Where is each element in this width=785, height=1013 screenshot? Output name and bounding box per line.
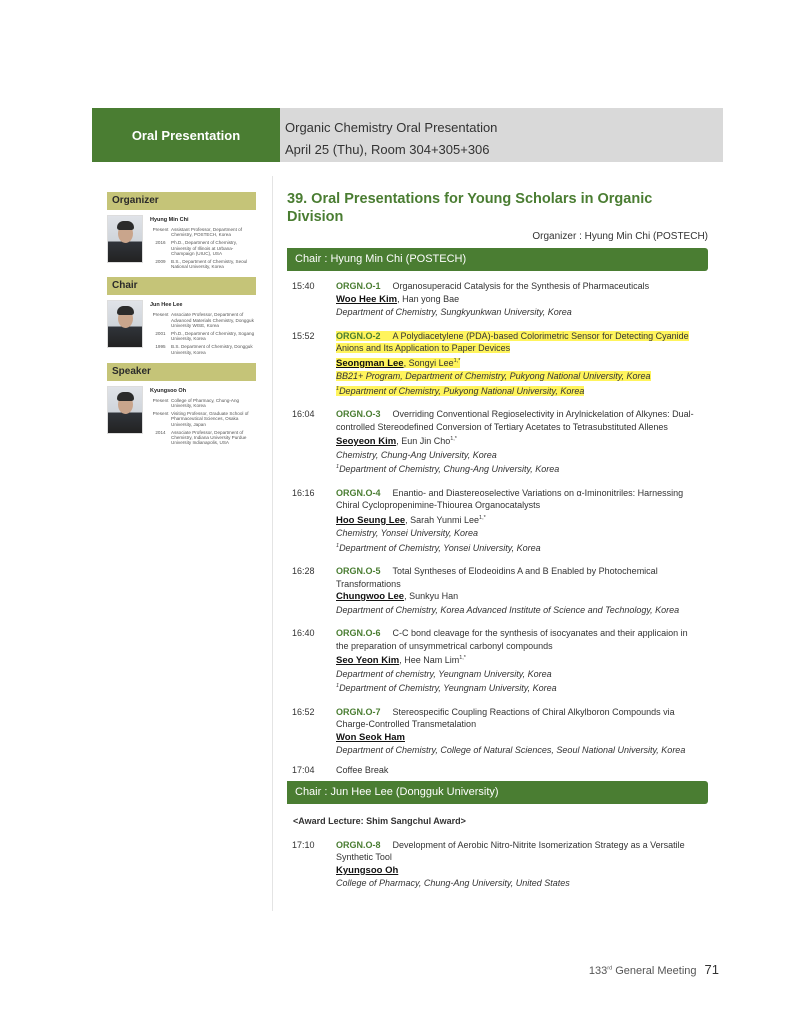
talk-title: Overriding Conventional Regioselectivity in Arylnickelation of Alkynes: Dual-controlled Stereodefined Conversion of Tertiary Acetates to Tetrasubstituted Allenes	[336, 409, 694, 432]
talk-code: ORGN.O-4	[336, 487, 381, 498]
session-title: 39. Oral Presentations for Young Scholars in Organic Division	[287, 191, 653, 225]
talk-presenter: Woo Hee Kim	[336, 293, 398, 305]
talk-coauthors: , Songyi Lee	[403, 357, 454, 368]
talk-presenter: Seoyeon Kim	[336, 436, 397, 447]
talk-affiliation-2: Department of Chemistry, Pukyong National University, Korea	[339, 385, 585, 396]
talk-presenter: Hoo Seung Lee	[336, 514, 406, 526]
organizer-card	[107, 210, 256, 277]
page-number: 71	[704, 962, 719, 977]
award-lecture-label: <Award Lecture: Shim Sangchul Award>	[293, 815, 466, 826]
talk-presenter: Won Seok Ham	[336, 731, 405, 743]
talk-coauthors: , Sunkyu Han	[404, 591, 459, 601]
cv-line: Present Assistant Professor, Department of Chemistry, POSTECH, Korea	[152, 227, 242, 238]
page-footer	[589, 962, 719, 977]
talk-presenter: Chungwoo Lee	[336, 591, 405, 602]
cv-line: 2016 Ph.D., Department of Chemistry, University of Illinois at Urbana-Champaign (UIUC), USA	[155, 240, 238, 256]
speaker-heading: Speaker	[107, 363, 256, 381]
coffee-break-row	[287, 765, 708, 775]
cv-line: Present College of Pharmacy, Chung-Ang University, Korea	[152, 397, 240, 409]
organizer-heading: Organizer	[107, 192, 256, 210]
talk-time: 16:04	[292, 409, 315, 419]
chair-bar-1: Chair : Hyung Min Chi (POSTECH)	[287, 248, 708, 271]
talk-code: ORGN.O-8	[336, 839, 381, 850]
cv-line: 2001 Ph.D., Department of Chemistry, Sogang University, Korea	[155, 331, 255, 342]
talk-affiliation: Chemistry, Chung-Ang University, Korea	[336, 449, 497, 460]
talk-code: ORGN.O-2	[336, 330, 381, 341]
talk-coauthors: , Hee Nam Lim	[399, 655, 460, 665]
meeting-ordinal: rd	[607, 965, 613, 972]
talk-item: 16:04 ORGN.O-3 Overriding Conventional Regioselectivity in Arylnickelation of Alkynes: Dual-controlled Stereodefined Conversion of Tertiary Acetates to Tetrasubstituted Allenes Seoyeon Kim, Eun Jin Cho$^{1,*}$ Chemistry, Chung-Ang University, Korea $^1$Department of Chemistry, Chung-Ang University, Korea	[287, 408, 708, 476]
header-title: Organic Chemistry Oral Presentation	[285, 120, 498, 135]
talk-time: 16:16	[292, 487, 315, 498]
talk-item: 16:16 ORGN.O-4 Enantio- and Diastereoselective Variations on α-Iminonitriles: Harnessing Chiral Cyclopropenimine-Thiourea Organocatalysts Hoo Seung Lee, Sarah Yunmi Lee$^{1,*}$ Chemistry, Yonsei University, Korea $^1$Department of Chemistry, Yonsei University, Korea	[287, 487, 708, 555]
talk-affiliation: College of Pharmacy, Chung-Ang University, United States	[336, 878, 570, 888]
header-date-room: April 25 (Thu), Room 304+305+306	[285, 142, 490, 157]
cv-line: 2009 B.S., Department of Chemistry, Seoul National University, Korea	[155, 259, 248, 270]
talk-time: 17:10	[292, 839, 315, 850]
talk-coauthors: , Eun Jin Cho	[396, 436, 451, 446]
talk-time: 16:28	[292, 566, 315, 576]
chair-bar-2: Chair : Jun Hee Lee (Dongguk University)	[287, 781, 708, 804]
cv-line: Present Associate Professor, Department of Advanced Materials Chemistry, Dongguk University WISE, Korea	[152, 312, 254, 328]
talk-code: ORGN.O-7	[336, 706, 381, 717]
session-organizer: Organizer : Hyung Min Chi (POSTECH)	[532, 231, 708, 242]
organizer-name: Hyung Min Chi	[150, 217, 189, 223]
coffee-time: 17:04	[292, 764, 315, 775]
talk-affiliation: BB21+ Program, Department of Chemistry, Pukyong National University, Korea	[336, 371, 651, 381]
talk-coauthors: , Sarah Yunmi Lee	[405, 514, 480, 525]
talk-time: 15:52	[292, 330, 315, 341]
talk-title: C-C bond cleavage for the synthesis of isocyanates and their applicaion in the preparation of unsymmetrical carbonyl compounds	[336, 628, 688, 651]
people-column	[107, 192, 256, 453]
talk-item: 15:52 ORGN.O-2 A Polydiacetylene (PDA)-based Colorimetric Sensor for Detecting Cyanide Anions and Its Application to Paper Devices Seongman Lee, Songyi Lee$^{1,*}$ BB21+ Program, Department of Chemistry, Pukyong National University, Korea $^1$Department of Chemistry, Pukyong National University, Korea	[287, 330, 708, 398]
talk-presenter: Seo Yeon Kim	[336, 655, 400, 666]
talk-title: Organosuperacid Catalysis for the Synthesis of Pharmaceuticals	[392, 281, 650, 291]
talk-presenter: Kyungsoo Oh	[336, 864, 399, 876]
talk-affiliation: Department of Chemistry, College of Natural Sciences, Seoul National University, Korea	[336, 745, 686, 755]
coffee-label: Coffee Break	[336, 764, 389, 775]
talk-item	[287, 280, 708, 319]
header-info	[280, 108, 723, 162]
column-divider	[272, 176, 273, 911]
talk-affiliation: Department of Chemistry, Korea Advanced Institute of Science and Technology, Korea	[336, 604, 680, 615]
talk-code: ORGN.O-6	[336, 628, 381, 638]
talk-time: 15:40	[292, 281, 315, 291]
talk-time: 16:52	[292, 706, 315, 717]
talk-affiliation-2: Department of Chemistry, Yonsei University, Korea	[339, 542, 541, 553]
speaker-photo	[107, 386, 143, 434]
talk-title: A Polydiacetylene (PDA)-based Colorimetric Sensor for Detecting Cyanide Anions and Its Application to Paper Devices	[336, 330, 689, 353]
meeting-number: 133	[588, 965, 608, 977]
page-header	[92, 108, 723, 162]
talk-title: Development of Aerobic Nitro-Nitrite Isomerization Strategy as a Versatile Synthetic Tool	[336, 839, 685, 862]
talk-title: Enantio- and Diastereoselective Variations on α-Iminonitriles: Harnessing Chiral Cyclopropenimine-Thiourea Organocatalysts	[336, 487, 684, 510]
talk-title: Stereospecific Coupling Reactions of Chiral Alkylboron Compounds via Charge-Controlled Transmetalation	[336, 706, 675, 729]
talk-code: ORGN.O-3	[336, 409, 381, 419]
talk-title: Total Syntheses of Elodeoidins A and B Enabled by Photochemical Transformations	[336, 566, 658, 589]
talk-coauthors: , Han yong Bae	[397, 293, 460, 304]
talk-item	[287, 839, 708, 890]
cv-line: 2014 Associate Professor, Department of Chemistry, Indiana University Purdue University Indianapolis, USA	[155, 429, 247, 446]
speaker-card	[107, 381, 256, 454]
chair-heading: Chair	[107, 277, 256, 295]
talk-affiliation: Chemistry, Yonsei University, Korea	[336, 528, 479, 538]
cv-line: Present Visiting Professor, Graduate School of Pharmaceutical Sciences, Osaka University, Japan	[152, 411, 249, 427]
talk-item	[287, 706, 708, 757]
talk-affiliation: Department of Chemistry, Sungkyunkwan University, Korea	[336, 307, 572, 317]
talk-affiliation-2: Department of Chemistry, Chung-Ang University, Korea	[339, 464, 560, 474]
talk-code: ORGN.O-5	[336, 566, 381, 576]
organizer-photo	[107, 215, 143, 263]
talk-item	[287, 565, 708, 616]
talk-affiliation-2: Department of Chemistry, Yeungnam University, Korea	[339, 683, 557, 693]
talk-time: 16:40	[292, 628, 315, 638]
meeting-label: General Meeting	[612, 965, 697, 977]
program-column	[287, 190, 708, 901]
chair-card	[107, 295, 256, 362]
cv-line: 1995 B.S. Department of Chemistry, Dongguk University, Korea	[155, 344, 253, 355]
chair-photo	[107, 300, 143, 348]
talk-code: ORGN.O-1	[336, 281, 381, 291]
header-tag: Oral Presentation	[92, 108, 280, 162]
talk-presenter: Seongman Lee	[336, 357, 404, 369]
speaker-name: Kyungsoo Oh	[150, 387, 187, 394]
chair-name: Jun Hee Lee	[150, 302, 183, 309]
talk-affiliation: Department of chemistry, Yeungnam University, Korea	[336, 668, 552, 679]
talk-list	[287, 280, 708, 775]
talk-item: 16:40 ORGN.O-6 C-C bond cleavage for the synthesis of isocyanates and their applicaion in the preparation of unsymmetrical carbonyl compounds Seo Yeon Kim, Hee Nam Lim$^{1,*}$ Department of chemistry, Yeungnam University, Korea $^1$Department of Chemistry, Yeungnam University, Korea	[287, 627, 708, 695]
